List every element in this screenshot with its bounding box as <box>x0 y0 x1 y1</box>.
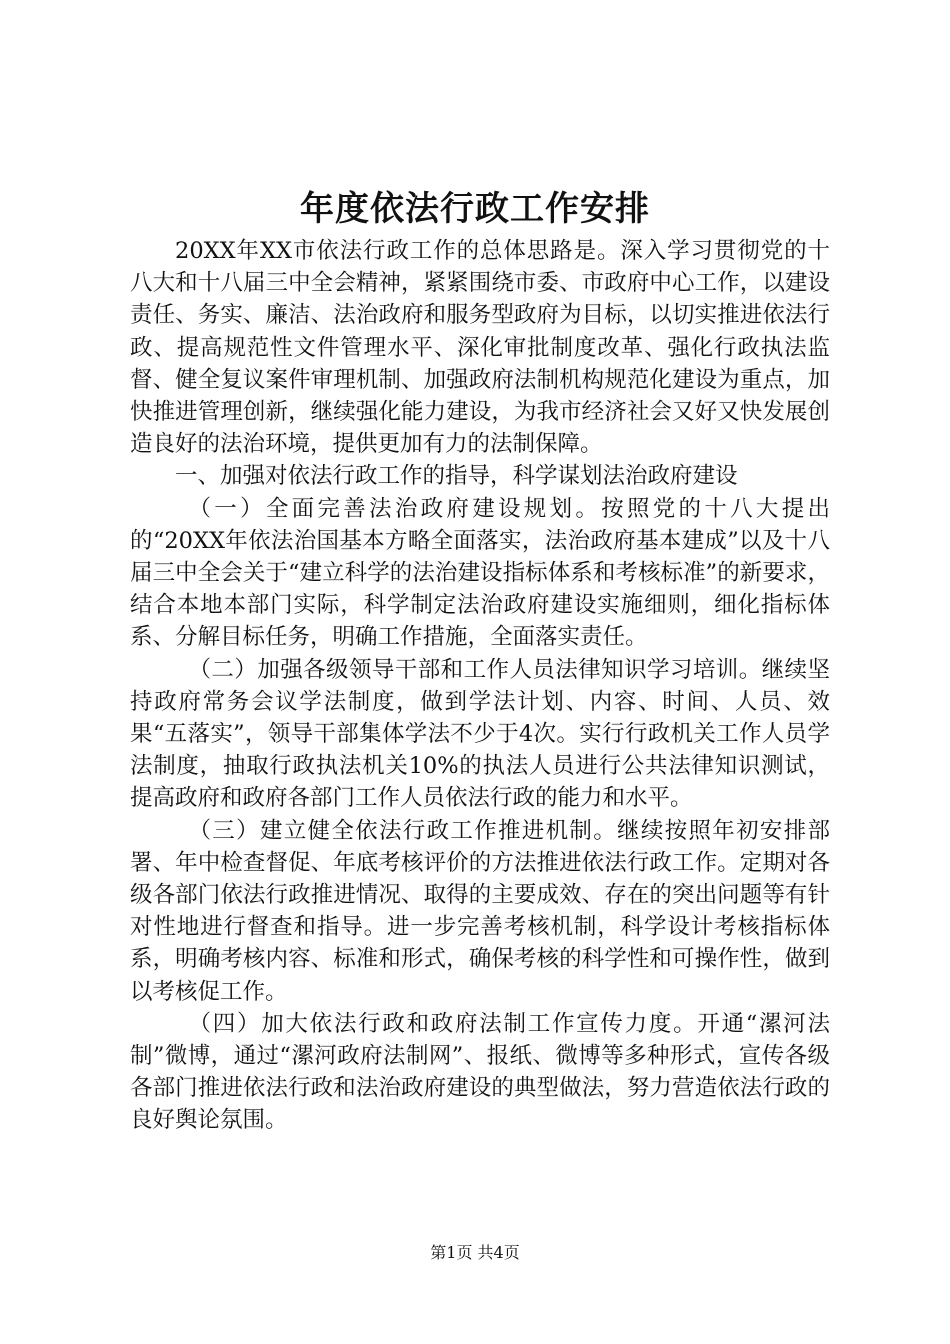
paragraph-item-1: （一）全面完善法治政府建设规划。按照党的十八大提出的“20XX年依法治国基本方略全面落实，法治政府基本建成”以及十八届三中全会关于“建立科学的法治建设指标体系和考核标准”的新要求，结合本地本部门实际，科学制定法治政府建设实施细则，细化指标体系、分解目标任务，明确工作措施，全面落实责任。 <box>130 495 830 651</box>
paragraph-intro: 20XX年XX市依法行政工作的总体思路是。深入学习贯彻党的十八大和十八届三中全会精神，紧紧围绕市委、市政府中心工作，以建设责任、务实、廉洁、法治政府和服务型政府为目标，以切实推进依法行政、提高规范性文件管理水平、深化审批制度改革、强化行政执法监督、健全复议案件审理机制、加强政府法制机构规范化建设为重点，加快推进管理创新，继续强化能力建设，为我市经济社会又好又快发展创造良好的法治环境，提供更加有力的法制保障。 <box>130 238 830 458</box>
paragraph-item-2: （二）加强各级领导干部和工作人员法律知识学习培训。继续坚持政府常务会议学法制度，做到学法计划、内容、时间、人员、效果“五落实”，领导干部集体学法不少于4次。实行行政机关工作人员学法制度，抽取行政执法机关10%的执法人员进行公共法律知识测试，提高政府和政府各部门工作人员依法行政的能力和水平。 <box>130 656 830 812</box>
paragraph-item-4: （四）加大依法行政和政府法制工作宣传力度。开通“漯河法制”微博，通过“漯河政府法制网”、报纸、微博等多种形式，宣传各级各部门推进依法行政和法治政府建设的典型做法，努力营造依法行政的良好舆论氛围。 <box>130 1010 830 1134</box>
document-body <box>130 235 830 1137</box>
paragraph-item-3: （三）建立健全依法行政工作推进机制。继续按照年初安排部署、年中检查督促、年底考核评价的方法推进依法行政工作。定期对各级各部门依法行政推进情况、取得的主要成效、存在的突出问题等有针对性地进行督查和指导。进一步完善考核机制，科学设计考核指标体系，明确考核内容、标准和形式，确保考核的科学性和可操作性，做到以考核促工作。 <box>130 817 830 1005</box>
section-heading-1: 一、加强对依法行政工作的指导，科学谋划法治政府建设 <box>175 463 738 490</box>
page-footer: 第1页 共4页 <box>430 1243 520 1262</box>
document-title: 年度依法行政工作安排 <box>300 189 650 229</box>
